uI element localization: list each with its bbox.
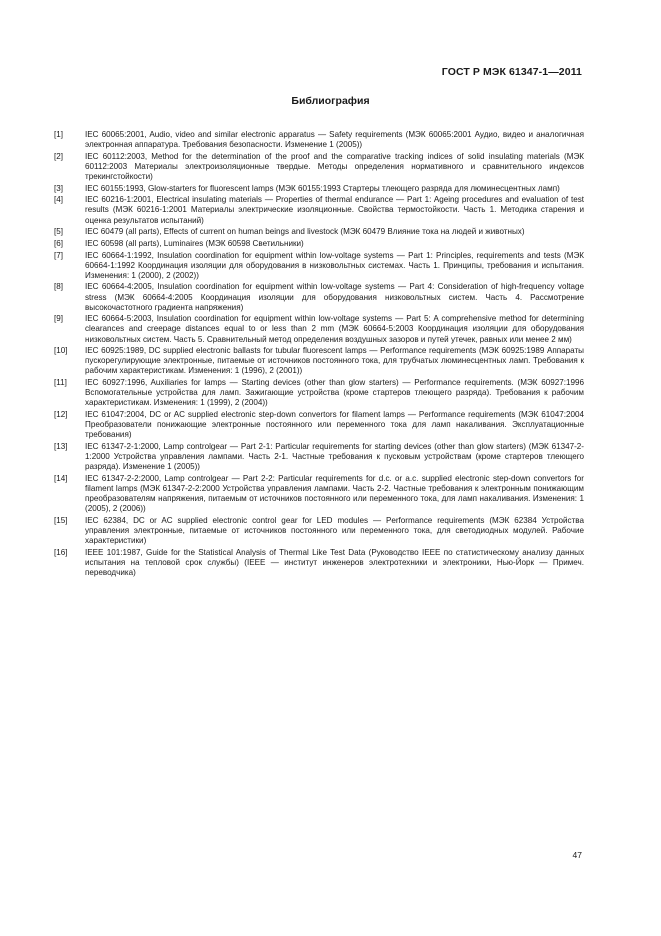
bibliography-list — [54, 130, 584, 579]
bibliography-entry — [54, 152, 584, 182]
entry-number: [12] — [54, 409, 68, 419]
bibliography-entry — [54, 184, 584, 194]
entry-text: IEC 60664-1:1992, Insulation coordination for equipment within low-voltage systems — Part 1: Principles, requirements and tests (МЭК 60664-1:1992 Координация изоляции для оборудования в низковольтных системах. Часть 1. Принципы, требования и испытания. Изменения: 1 (2000), 2 (2002)) — [85, 250, 584, 280]
entry-number: [1] — [54, 130, 63, 139]
entry-number: [11] — [54, 378, 67, 388]
entry-number: [15] — [54, 515, 68, 525]
entry-number: [14] — [54, 473, 68, 483]
entry-text: IEC 60479 (all parts), Effects of current on human beings and livestock (МЭК 60479 Влияние тока на людей и животных) — [85, 227, 525, 237]
entry-text: IEC 61347-2-1:2000, Lamp controlgear — Part 2-1: Particular requirements for starting devices (other than glow starters) (МЭК 61347-2-1:2000 Устройства управления лампами. Часть 2-1. Частные требования к пусковым устройствам (кроме стартеров тлеющего разряда). Изменение 1 (2005)) — [85, 441, 584, 472]
bibliography-entry — [54, 516, 584, 546]
page-title: Библиография — [291, 95, 370, 107]
entry-number: [4] — [54, 195, 63, 205]
bibliography-entry — [54, 130, 584, 150]
bibliography-entry — [54, 282, 584, 312]
entry-number: [2] — [54, 151, 63, 161]
entry-text: IEC 60216-1:2001, Electrical insulating materials — Properties of thermal endurance — Part 1: Ageing procedures and evaluation of test results (МЭК 60216-1:2001 Материалы электрические изоляционные. Свойства термостойкости. Часть 1. Методика старения и оценка результатов испытаний) — [85, 195, 584, 225]
document-standard-header: ГОСТ Р МЭК 61347-1—2011 — [441, 66, 582, 78]
entry-text: IEC 62384, DC or AC supplied electronic control gear for LED modules — Performance requirements (МЭК 62384 Устройства управления электронные, питаемые от источников постоянного или переменного тока, для светодиодных модулей. Рабочие характеристики) — [85, 515, 584, 545]
bibliography-entry — [54, 442, 584, 472]
bibliography-entry — [54, 239, 584, 249]
page-number: 47 — [572, 850, 582, 860]
entry-number: [3] — [54, 183, 63, 193]
bibliography-entry — [54, 195, 584, 225]
bibliography-entry — [54, 378, 584, 408]
entry-text: IEC 61047:2004, DC or AC supplied electronic step-down convertors for filament lamps — Performance requirements (МЭК 61047:2004 Преобразователи понижающие электронные постоянного или переменного тока для ламп накаливания. Эксплуатационные требования) — [85, 409, 584, 440]
bibliography-entry — [54, 346, 584, 376]
bibliography-entry — [54, 227, 584, 237]
bibliography-entry — [54, 314, 584, 344]
bibliography-entry — [54, 251, 584, 281]
entry-text: IEC 60065:2001, Audio, video and similar electronic apparatus — Safety requirements (МЭК 60065:2001 Аудио, видео и аналогичная электронная аппаратура. Требования безопасности. Изменение 1 (2005)) — [85, 130, 584, 150]
entry-text: IEEE 101:1987, Guide for the Statistical Analysis of Thermal Like Test Data (Руководство IEEE по статистическому анализу данных испытания на тепловой срок службы) (IEEE — институт инженеров электротехники и электроники, Нью-Йорк — Примеч. переводчика) — [85, 547, 584, 577]
entry-number: [13] — [54, 441, 68, 451]
bibliography-entry — [54, 410, 584, 440]
entry-text: IEC 60927:1996, Auxiliaries for lamps — Starting devices (other than glow starters) — Performance requirements. (МЭК 60927:1996 Вспомогательные устройства для ламп. Зажигающие устройства (кроме стартеров тлеющего разряда). Требования к рабочим характеристикам. Изменения: 1 (1999), 2 (2004)) — [85, 378, 584, 408]
entry-number: [9] — [54, 314, 63, 324]
entry-number: [5] — [54, 227, 63, 237]
entry-text: IEC 60112:2003, Method for the determination of the proof and the comparative tracking indices of solid insulating materials (МЭК 60112:2003 Материалы электроизоляционные твердые. Методы определения нормативного и сравнительного индексов трекингстойкости) — [85, 151, 584, 181]
entry-number: [6] — [54, 238, 63, 248]
entry-number: [16] — [54, 547, 68, 557]
bibliography-entry — [54, 548, 584, 578]
entry-number: [10] — [54, 346, 68, 356]
entry-text: IEC 60598 (all parts), Luminaires (МЭК 60598 Светильники) — [85, 238, 304, 248]
entry-text: IEC 60155:1993, Glow-starters for fluorescent lamps (МЭК 60155:1993 Стартеры тлеющего разряда для люминесцентных ламп) — [85, 183, 560, 193]
entry-text: IEC 61347-2-2:2000, Lamp controlgear — Part 2-2: Particular requirements for d.c. or a.c. supplied electronic step-down convertors for filament lamps (МЭК 61347-2-2:2000 Устройства управления лампами. Часть 2-2. Частные требования к электронным понижающим преобразователям напряжения, питаемым от источников постоянного или переменного тока, для ламп накаливания. Изменения: 1 (2005), 2 (2006)) — [85, 473, 584, 513]
entry-text: IEC 60925:1989, DC supplied electronic ballasts for tubular fluorescent lamps — Performance requirements (МЭК 60925:1989 Аппараты пускорегулирующие электронные, питаемые от источников постоянного тока, для трубчатых люминесцентных ламп. Требования к рабочим характеристикам. Изменения: 1 (1996), 2 (2001)) — [85, 346, 584, 376]
entry-number: [8] — [54, 282, 63, 292]
bibliography-entry — [54, 474, 584, 514]
entry-number: [7] — [54, 250, 63, 260]
entry-text: IEC 60664-5:2003, Insulation coordination for equipment within low-voltage systems — Part 5: A comprehensive method for determining clearances and creepage distances equal to or less than 2 mm (МЭК 60664-5:2003 Координация изоляции для оборудования низковольтных систем. Часть 5. Сравнительный метод определения воздушных зазоров и путей утечек, равных или менее 2 мм) — [85, 314, 584, 344]
entry-text: IEC 60664-4:2005, Insulation coordination for equipment within low-voltage systems — Part 4: Consideration of high-frequency voltage stress (МЭК 60664-4:2005 Координация изоляции для оборудования низковольтных систем. Часть 4. Рассмотрение высокочастотного градиента напряжения) — [85, 282, 584, 312]
